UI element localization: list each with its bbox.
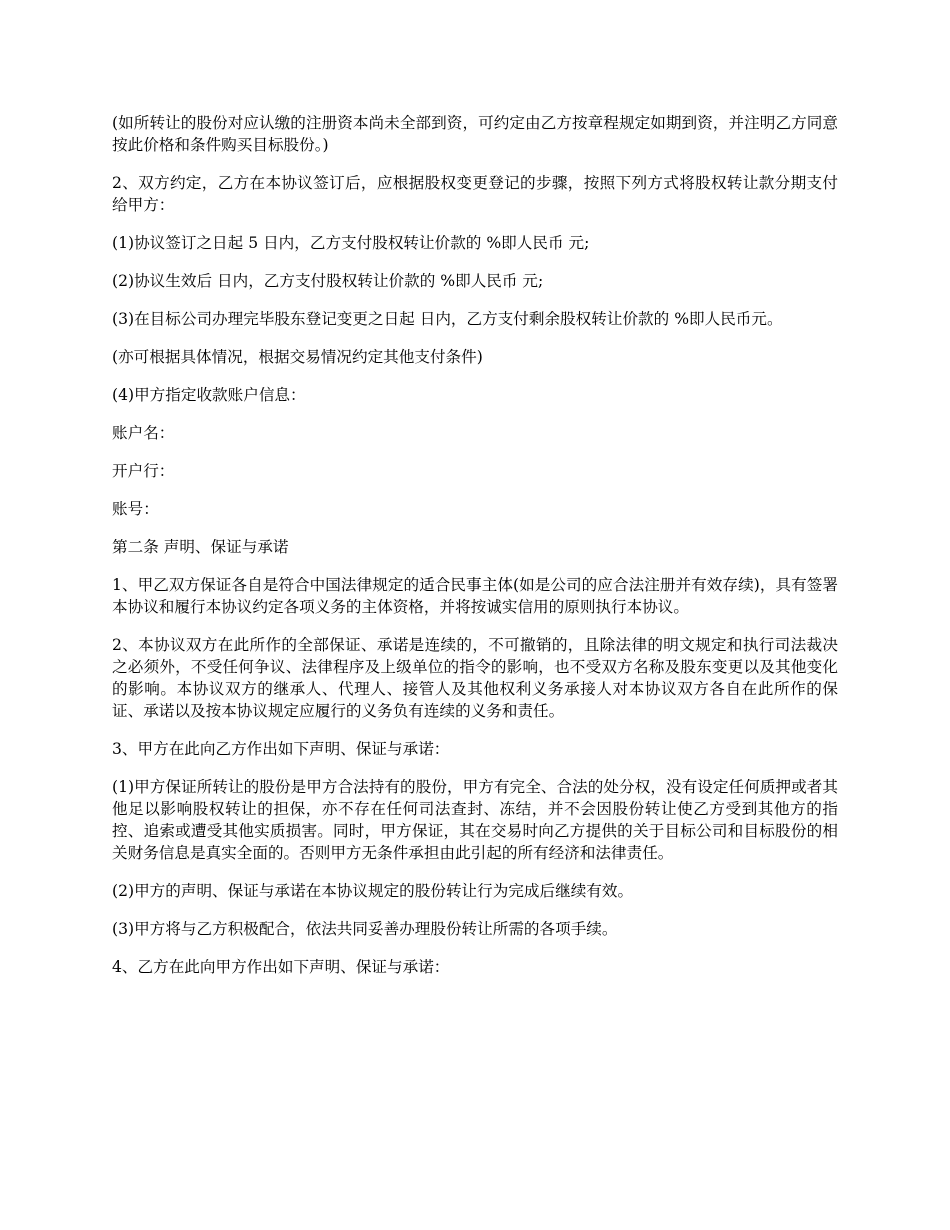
paragraph-bank-name: 开户行： (112, 462, 175, 480)
paragraph-other-conditions-note: (亦可根据具体情况，根据交易情况约定其他支付条件) (112, 348, 483, 366)
paragraph-clause-3: 3、甲方在此向乙方作出如下声明、保证与承诺： (112, 740, 450, 758)
document-body (112, 112, 838, 994)
paragraph-payment-item-2: (2)协议生效后 日内，乙方支付股权转让价款的 %即人民币 元; (112, 272, 544, 290)
paragraph-unpaid-capital-note: (如所转让的股份对应认缴的注册资本尚未全部到资，可约定由乙方按章程规定如期到资，并注明乙方同意按此价格和条件购买目标股份。) (112, 114, 838, 154)
paragraph-account-info: (4)甲方指定收款账户信息： (112, 386, 306, 404)
paragraph-payment-item-3: (3)在目标公司办理完毕股东登记变更之日起 日内，乙方支付剩余股权转让价款的 %即人民币元。 (112, 310, 783, 328)
paragraph-account-name: 账户名： (112, 424, 175, 442)
paragraph-party-a-item-1: (1)甲方保证所转让的股份是甲方合法持有的股份，甲方有完全、合法的处分权，没有设定任何质押或者其他足以影响股权转让的担保，亦不存在任何司法查封、冻结，并不会因股份转让使乙方受到其他方的指控、追索或遭受其他实质损害。同时，甲方保证，其在交易时向乙方提供的关于目标公司和目标股份的相关财务信息是真实全面的。否则甲方无条件承担由此引起的所有经济和法律责任。 (112, 778, 838, 862)
paragraph-party-a-item-3: (3)甲方将与乙方积极配合，依法共同妥善办理股份转让所需的各项手续。 (112, 920, 618, 938)
paragraph-clause-1: 1、甲乙双方保证各自是符合中国法律规定的适合民事主体(如是公司的应合法注册并有效存续)，具有签署本协议和履行本协议约定各项义务的主体资格，并将按诚实信用的原则执行本协议。 (112, 576, 838, 616)
paragraph-party-a-item-2: (2)甲方的声明、保证与承诺在本协议规定的股份转让行为完成后继续有效。 (112, 882, 634, 900)
section-heading-article-2: 第二条 声明、保证与承诺 (112, 538, 289, 556)
paragraph-clause-4: 4、乙方在此向甲方作出如下声明、保证与承诺： (112, 958, 450, 976)
paragraph-clause-2: 2、本协议双方在此所作的全部保证、承诺是连续的，不可撤销的，且除法律的明文规定和执行司法裁决之必须外，不受任何争议、法律程序及上级单位的指令的影响，也不受双方名称及股东变更以及其他变化的影响。本协议双方的继承人、代理人、接管人及其他权利义务承接人对本协议双方各自在此所作的保证、承诺以及按本协议规定应履行的义务负有连续的义务和责任。 (112, 636, 838, 720)
paragraph-installment-payment: 2、双方约定，乙方在本协议签订后，应根据股权变更登记的步骤，按照下列方式将股权转让款分期支付给甲方： (112, 174, 838, 214)
paragraph-account-number: 账号： (112, 500, 159, 518)
paragraph-payment-item-1: (1)协议签订之日起 5 日内，乙方支付股权转让价款的 %即人民币 元; (112, 234, 590, 252)
